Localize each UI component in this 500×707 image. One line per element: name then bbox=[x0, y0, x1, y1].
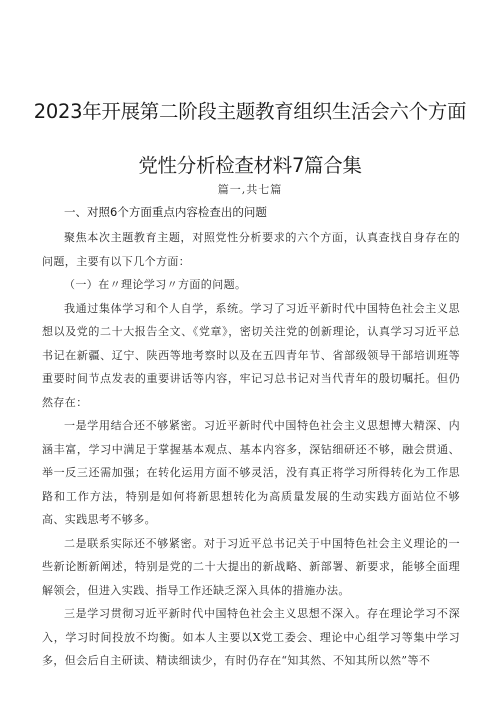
section-heading: 一、对照6个方面重点内容检查出的问题 bbox=[64, 205, 267, 219]
paragraph-subheading: （一）在〃理论学习〃方面的问题。 bbox=[64, 278, 247, 291]
paragraph-point-2: 二是联系实际还不够紧密。对于习近平总书记关于中国特色社会主义理论的一些新论断新阐述，特别是党的二十大提出的新战略、新部署、新要求，能够全面理解领会，但进入实践、指导工作还缺乏深入具体的措施办法。 bbox=[42, 536, 460, 597]
document-body bbox=[42, 226, 460, 673]
paragraph-intro: 聚焦本次主题教育主题，对照党性分析要求的六个方面，认真查找自身存在的问题，主要有以下几个方面： bbox=[42, 231, 460, 268]
paragraph-study: 我通过集体学习和个人自学，系统。学习了习近平新时代中国特色社会主义思想以及党的二十大报告全文、《党章》，密切关注党的创新理论，认真学习习近平总书记在新疆、辽宁、陕西等地考察时以及在五四青年节、省部级领导干部培训班等重要时间节点发表的重要讲话等内容，牢记习总书记对当代青年的殷切嘱托。但仍然存在： bbox=[42, 301, 460, 409]
paragraph-point-1: 一是学用结合还不够紧密。习近平新时代中国特色社会主义思想博大精深、内涵丰富，学习中满足于掌握基本观点、基本内容多，深钻细研还不够，融会贯通、举一反三还需加强；在转化运用方面不够灵活，没有真正将学习所得转化为工作思路和工作方法，特别是如何将新思想转化为高质量发展的生动实践方面站位不够高、实践思考不够多。 bbox=[42, 419, 460, 526]
paragraph-point-3: 三是学习贯彻习近平新时代中国特色社会主义思想不深入。存在理论学习不深入，学习时间投放不均衡。如本人主要以X党工委会、理论中心组学习等集中学习多，但会后自主研读、精读细读少，有时仍存在“知其然、不知其所以然”等不 bbox=[42, 607, 460, 667]
document-subtitle: 篇一,共七篇 bbox=[217, 183, 283, 196]
document-title-line-2: 党性分析检查材料7篇合集 bbox=[138, 154, 362, 177]
document-title-line-1: 2023年开展第二阶段主题教育组织生活会六个方面 bbox=[33, 100, 467, 123]
